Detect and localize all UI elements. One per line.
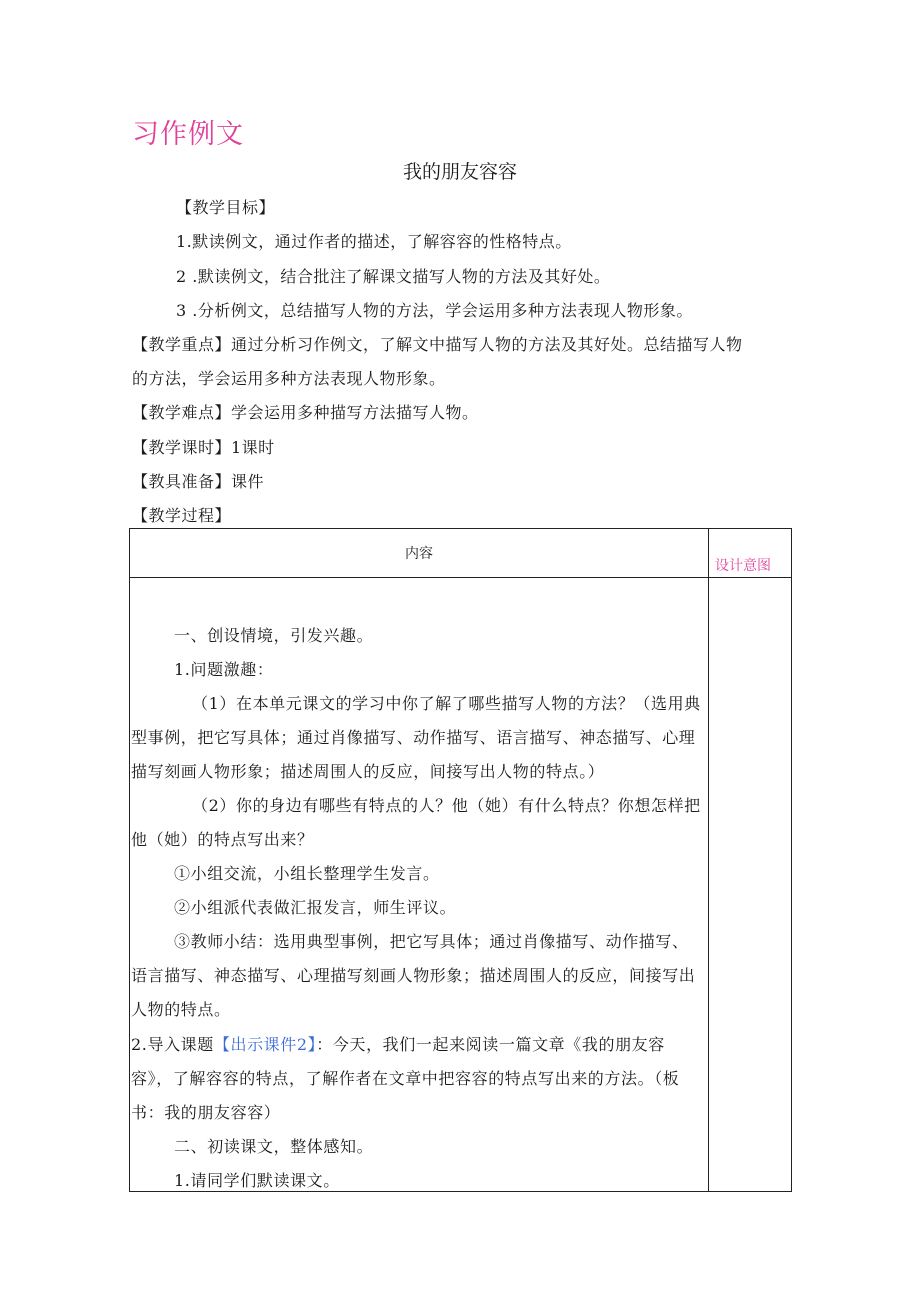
key-points-line-2: 的方法，学会运用多种方法表现人物形象。 bbox=[132, 369, 446, 388]
intent-cell bbox=[709, 578, 792, 1192]
difficulty-line: 【教学难点】学会运用多种描写方法描写人物。 bbox=[132, 403, 479, 422]
objectives-label: 【教学目标】 bbox=[176, 198, 276, 217]
objective-item-2: 2 .默读例文，结合批注了解课文描写人物的方法及其好处。 bbox=[176, 267, 611, 286]
process-label: 【教学过程】 bbox=[132, 506, 232, 525]
header-intent-cell bbox=[709, 529, 792, 578]
question-2-line-2: 他（她）的特点写出来？ bbox=[131, 830, 314, 849]
reading-step-1: 1.请同学们默读课文。 bbox=[174, 1171, 340, 1190]
table-header-row bbox=[130, 529, 792, 578]
question-1-line-3: 描写刻画人物形象；描述周围人的反应，间接写出人物的特点。） bbox=[131, 762, 605, 781]
intro-prefix: 2.导入课题 bbox=[131, 1035, 214, 1054]
objective-item-1: 1.默读例文，通过作者的描述，了解容容的性格特点。 bbox=[176, 232, 572, 251]
intro-text: ：今天，我们一起来阅读一篇文章《我的朋友容 bbox=[316, 1035, 665, 1054]
courseware-link[interactable]: 【出示课件2】 bbox=[213, 1035, 317, 1054]
key-points-line-1: 【教学重点】通过分析习作例文，了解文中描写人物的方法及其好处。总结描写人物 bbox=[132, 335, 743, 354]
question-label: 1.问题激趣： bbox=[174, 660, 274, 679]
materials-line: 【教具准备】课件 bbox=[132, 472, 265, 491]
lesson-title: 我的朋友容容 bbox=[402, 161, 517, 183]
question-2-line-1: （2）你的身边有哪些有特点的人？他（她）有什么特点？你想怎样把 bbox=[192, 796, 701, 815]
objective-item-3: 3 .分析例文，总结描写人物的方法，学会运用多种方法表现人物形象。 bbox=[176, 301, 693, 320]
intro-line-3: 书：我的朋友容容） bbox=[131, 1103, 281, 1122]
content-cell bbox=[130, 578, 709, 1192]
step-3-line-3: 人物的特点。 bbox=[131, 1000, 231, 1019]
step-3-line-2: 语言描写、神态描写、心理描写刻画人物形象；描述周围人的反应，间接写出 bbox=[131, 966, 696, 985]
table-body-row bbox=[130, 578, 792, 1192]
question-1-line-2: 型事例，把它写具体；通过肖像描写、动作描写、语言描写、神态描写、心理 bbox=[131, 728, 696, 747]
question-1-line-1: （1）在本单元课文的学习中你了解了哪些描写人物的方法？（选用典 bbox=[192, 694, 701, 713]
step-3-line-1: ③教师小结：选用典型事例，把它写具体；通过肖像描写、动作描写、 bbox=[174, 932, 689, 951]
section-2-heading: 二、初读课文，整体感知。 bbox=[174, 1137, 374, 1156]
step-2: ②小组派代表做汇报发言，师生评议。 bbox=[174, 898, 457, 917]
process-table bbox=[129, 528, 792, 1192]
section-1-heading: 一、创设情境，引发兴趣。 bbox=[174, 626, 374, 645]
step-1: ①小组交流，小组长整理学生发言。 bbox=[174, 864, 440, 883]
section-heading: 习作例文 bbox=[132, 119, 244, 150]
intro-line-2: 容》，了解容容的特点，了解作者在文章中把容容的特点写出来的方法。（板 bbox=[131, 1069, 680, 1088]
hours-line: 【教学课时】1课时 bbox=[132, 438, 275, 457]
header-intent: 设计意图 bbox=[715, 558, 771, 574]
intro-line-1 bbox=[131, 1032, 665, 1055]
header-content: 内容 bbox=[130, 529, 709, 578]
